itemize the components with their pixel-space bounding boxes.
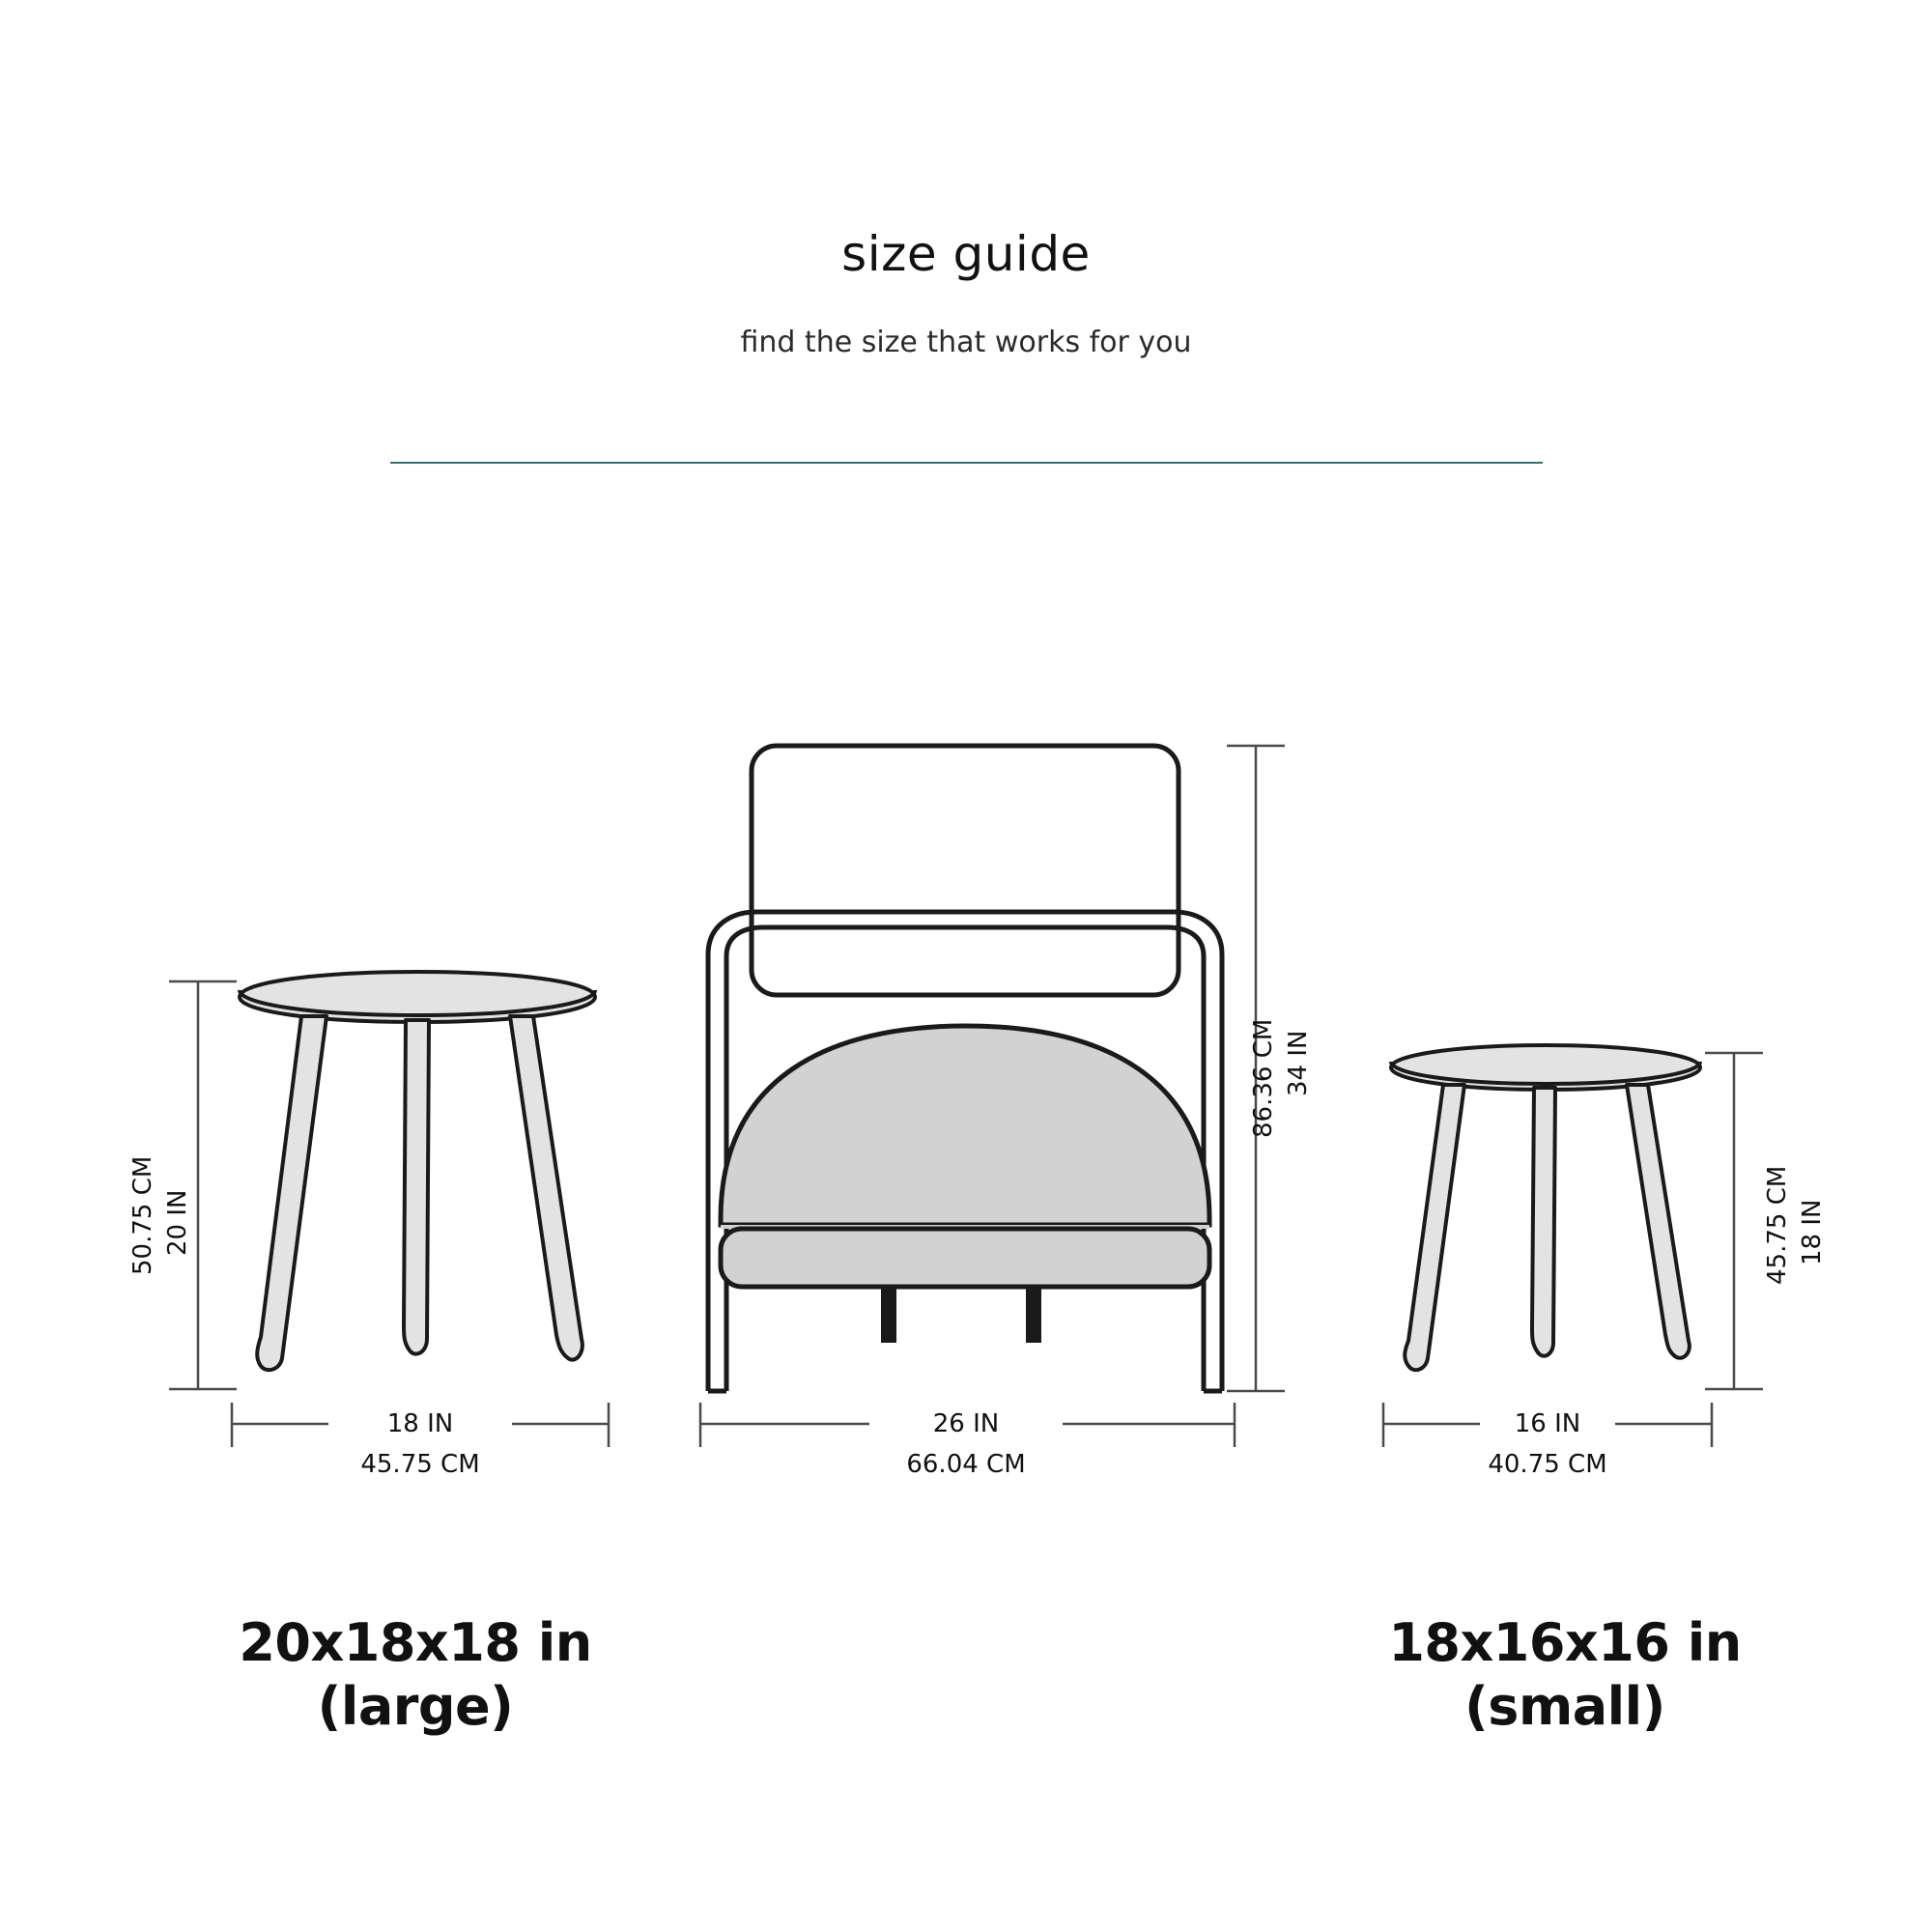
small-table-height-label: 18 IN [1798,1199,1827,1265]
large-table-height-label: 20 IN [163,1189,192,1256]
large-table-height-dimension [169,981,237,1389]
small-table-height-dimension [1705,1053,1763,1389]
large-table-width-label: 18 IN [386,1409,454,1438]
large-table-drawing [240,972,595,1370]
chair-width-label: 26 IN [932,1409,1000,1438]
chair-height-label: 34 IN [1284,1030,1313,1096]
chair-height-cm-label: 86.36 CM [1249,1018,1278,1138]
large-table-caption [126,1611,705,1739]
small-table-width-label: 16 IN [1514,1409,1581,1438]
small-table-drawing [1391,1045,1700,1370]
large-table-height-cm-label: 50.75 CM [128,1155,157,1275]
small-table-height-cm-label: 45.75 CM [1763,1165,1792,1285]
chair-drawing [708,746,1222,1391]
small-table-caption [1275,1611,1855,1739]
small-table-caption-line1: 18x16x16 in [1388,1612,1742,1673]
page-title: size guide [841,226,1091,282]
small-table-caption-line2: (small) [1464,1675,1665,1737]
large-table-caption-line2: (large) [317,1675,514,1737]
large-table-width-cm-label: 45.75 CM [360,1450,480,1479]
small-table-width-cm-label: 40.75 CM [1488,1450,1607,1479]
chair-width-cm-label: 66.04 CM [906,1450,1026,1479]
large-table-caption-line1: 20x18x18 in [239,1612,592,1673]
page-subtitle: find the size that works for you [740,326,1192,359]
